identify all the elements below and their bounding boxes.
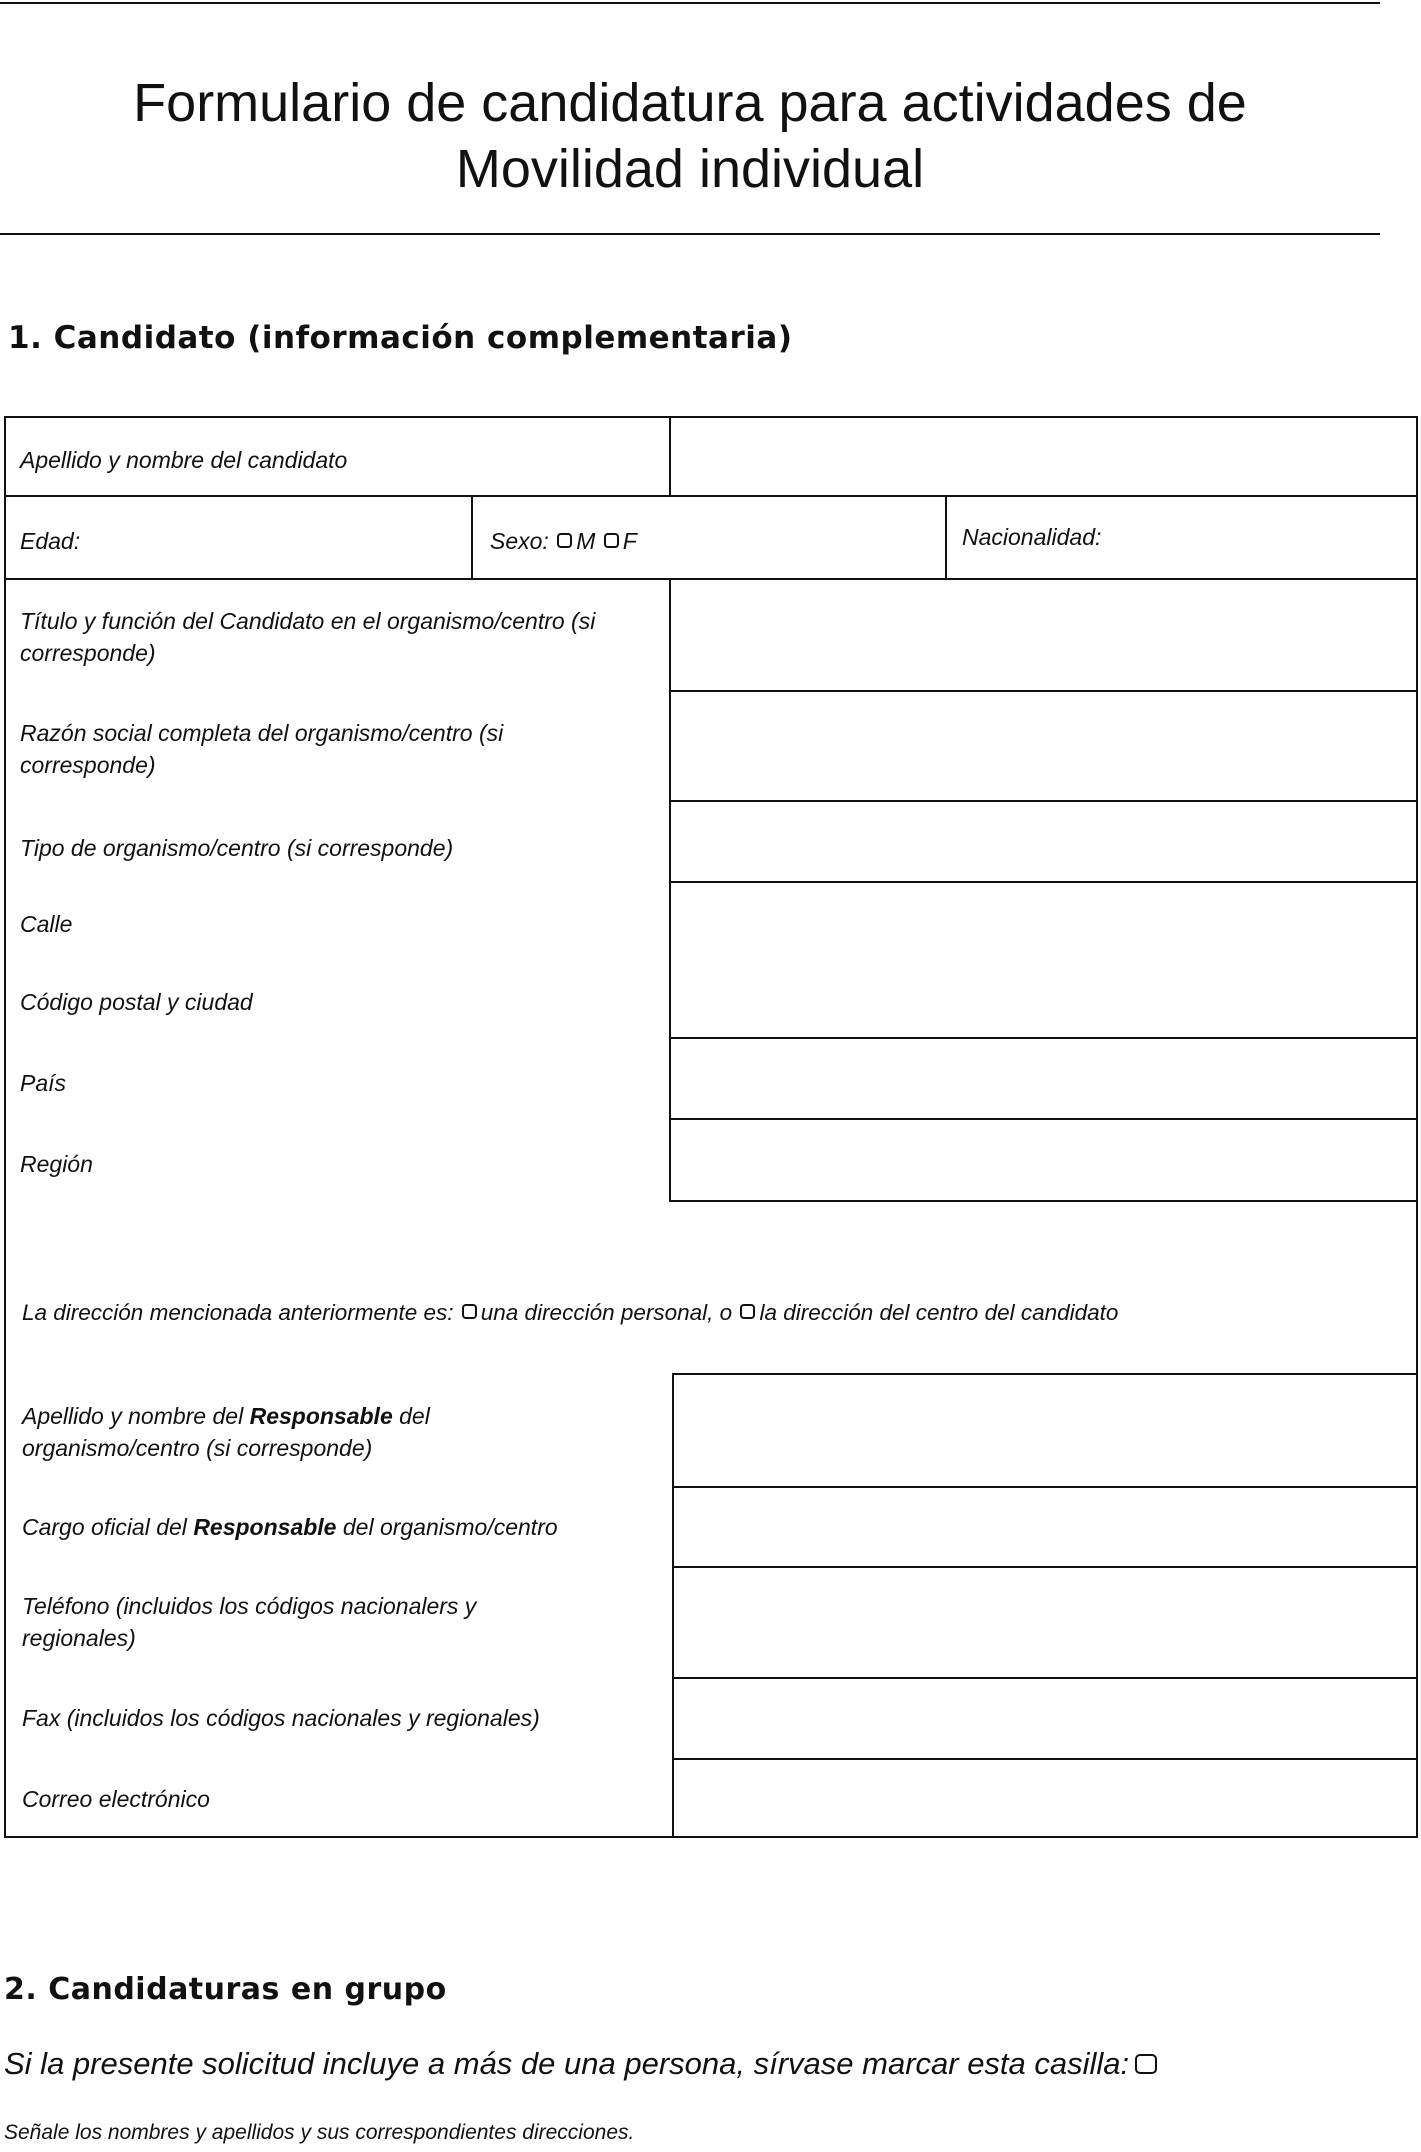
responsible-name-suffix: del organismo/centro (si corresponde) — [22, 1403, 430, 1461]
center-address-checkbox[interactable] — [740, 1304, 755, 1319]
age-label: Edad: — [20, 528, 81, 554]
group-application-checkbox[interactable] — [1135, 2054, 1157, 2074]
sex-f-label: F — [622, 528, 637, 554]
responsible-post-suffix: del organismo/centro — [342, 1514, 558, 1540]
group-application-text: Si la presente solicitud incluye a más de una persona, sírvase marcar esta casilla: — [4, 2046, 1130, 2081]
address-type-prefix: La dirección mencionada anteriormente es: — [22, 1300, 454, 1325]
responsible-post-prefix: Cargo oficial del — [22, 1514, 187, 1540]
fax-label: Fax (incluidos los códigos nacionales y regionales) — [22, 1705, 540, 1731]
region-label: Región — [20, 1151, 93, 1177]
postal-label: Código postal y ciudad — [20, 989, 253, 1015]
candidate-name-label: Apellido y nombre del candidato — [20, 447, 348, 473]
responsible-post-label — [22, 1511, 558, 1543]
section-2-heading: 2. Candidaturas en grupo — [4, 1972, 447, 2007]
top-rule — [0, 2, 1380, 4]
fax-field[interactable] — [674, 1679, 1416, 1757]
org-name-label: Razón social completa del organismo/centro (si corresponde) — [20, 720, 504, 778]
divider — [471, 495, 473, 579]
responsible-name-prefix: Apellido y nombre del — [22, 1403, 244, 1429]
center-address-label: la dirección del centro del candidato — [759, 1300, 1119, 1325]
phone-field[interactable] — [674, 1568, 1416, 1676]
street-postal-field[interactable] — [671, 883, 1416, 1036]
nationality-label: Nacionalidad: — [962, 524, 1102, 550]
divider — [945, 495, 947, 579]
title-rule — [0, 233, 1380, 235]
group-application-line — [4, 2044, 1157, 2084]
country-label: País — [20, 1070, 67, 1096]
candidate-name-field[interactable] — [671, 418, 1416, 494]
sex-label: Sexo: — [490, 528, 549, 554]
divider — [4, 495, 1418, 497]
personal-address-label: una dirección personal, o — [480, 1300, 733, 1325]
title-function-label: Título y función del Candidato en el organismo/centro (si corresponde) — [20, 608, 596, 666]
responsible-word: Responsable — [193, 1514, 337, 1540]
page-title — [0, 70, 1380, 202]
sex-m-checkbox[interactable] — [557, 533, 572, 548]
region-field[interactable] — [671, 1120, 1416, 1199]
phone-label: Teléfono (incluidos los códigos nacionalers y regionales) — [22, 1593, 477, 1651]
section-1-heading: 1. Candidato (información complementaria) — [8, 320, 793, 356]
country-field[interactable] — [671, 1039, 1416, 1118]
responsible-word: Responsable — [249, 1403, 393, 1429]
org-type-label: Tipo de organismo/centro (si corresponde) — [20, 835, 454, 861]
responsible-name-field[interactable] — [674, 1375, 1416, 1485]
title-function-field[interactable] — [671, 580, 1416, 690]
title-line-1: Formulario de candidatura para actividades de — [133, 73, 1247, 133]
org-name-field[interactable] — [671, 692, 1416, 800]
names-instructions: Señale los nombres y apellidos y sus correspondientes direcciones. — [4, 2121, 635, 2144]
email-field[interactable] — [674, 1760, 1416, 1836]
org-type-field[interactable] — [671, 802, 1416, 881]
personal-address-checkbox[interactable] — [462, 1304, 477, 1319]
divider — [669, 1200, 1418, 1202]
sex-m-label: M — [576, 528, 596, 554]
sex-f-checkbox[interactable] — [604, 533, 619, 548]
responsible-name-label — [22, 1400, 582, 1464]
responsible-post-field[interactable] — [674, 1488, 1416, 1565]
address-type-line — [22, 1297, 1118, 1329]
title-line-2: Movilidad individual — [455, 139, 925, 199]
street-label: Calle — [20, 911, 73, 937]
sex-field — [490, 525, 637, 557]
email-label: Correo electrónico — [22, 1786, 210, 1812]
